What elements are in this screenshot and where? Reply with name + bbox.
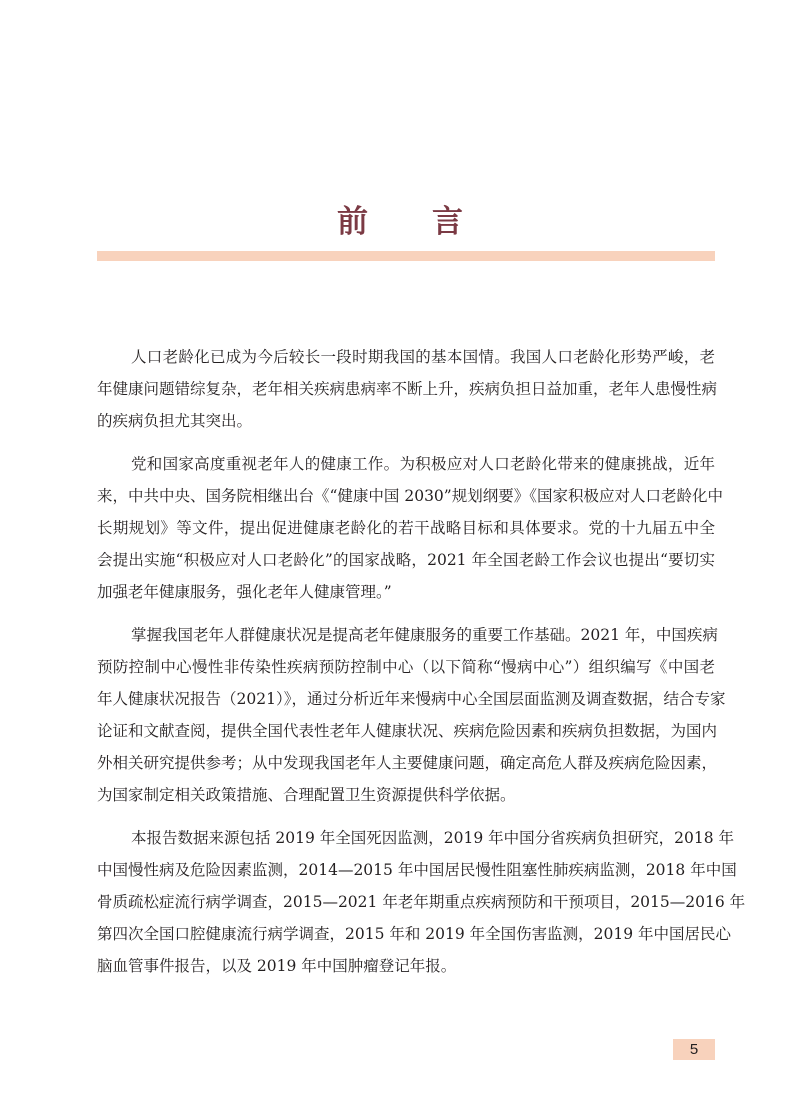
text-line: 预防控制中心慢性非传染性疾病预防控制中心（以下简称“慢病中心”）组织编写《中国老 [97, 658, 715, 676]
text-line: 脑血管事件报告，以及 2019 年中国肿瘤登记年报。 [97, 957, 457, 975]
page-title-char-2: 言 [432, 204, 463, 240]
paragraph-3 [97, 619, 726, 811]
title-underline-bar [97, 251, 715, 261]
text-line: 的疾病负担尤其突出。 [97, 412, 253, 430]
text-line: 本报告数据来源包括 2019 年全国死因监测，2019 年中国分省疾病负担研究，2018 年 [131, 829, 735, 847]
page-title-char-1: 前 [337, 204, 368, 240]
text-line: 来，中共中央、国务院相继出台《“健康中国 2030”规划纲要》《国家积极应对人口老龄化中 [97, 487, 723, 505]
text-line: 骨质疏松症流行病学调查，2015—2021 年老年期重点疾病预防和干预项目，2015—2016 年 [97, 893, 746, 911]
text-line: 为国家制定相关政策措施、合理配置卫生资源提供科学依据。 [97, 786, 516, 804]
text-line: 中国慢性病及危险因素监测，2014—2015 年中国居民慢性阻塞性肺疾病监测，2018 年中国 [97, 861, 737, 879]
text-line: 长期规划》等文件，提出促进健康老龄化的若干战略目标和具体要求。党的十九届五中全 [97, 519, 715, 537]
text-line: 年健康问题错综复杂，老年相关疾病患病率不断上升，疾病负担日益加重，老年人患慢性病 [97, 380, 718, 398]
paragraph-2 [97, 448, 723, 608]
preface-body [97, 341, 746, 993]
text-line: 掌握我国老年人群健康状况是提高老年健康服务的重要工作基础。2021 年，中国疾病 [131, 626, 718, 644]
text-line: 第四次全国口腔健康流行病学调查，2015 年和 2019 年全国伤害监测，2019 年中国居民心 [97, 925, 732, 943]
text-line: 党和国家高度重视老年人的健康工作。为积极应对人口老龄化带来的健康挑战，近年 [131, 455, 715, 473]
paragraph-4 [97, 822, 746, 982]
text-line: 外相关研究提供参考；从中发现我国老年人主要健康问题，确定高危人群及疾病危险因素， [97, 754, 718, 772]
text-line: 会提出实施“积极应对人口老龄化”的国家战略，2021 年全国老龄工作会议也提出“要切实 [97, 551, 715, 569]
text-line: 年人健康状况报告（2021）》，通过分析近年来慢病中心全国层面监测及调查数据，结合专家 [97, 690, 726, 708]
page-number: 5 [673, 1039, 715, 1060]
paragraph-1 [97, 341, 718, 437]
page-title [0, 196, 800, 241]
text-line: 论证和文献查阅，提供全国代表性老年人健康状况、疾病危险因素和疾病负担数据，为国内 [97, 722, 718, 740]
text-line: 人口老龄化已成为今后较长一段时期我国的基本国情。我国人口老龄化形势严峻，老 [131, 348, 715, 366]
text-line: 加强老年健康服务，强化老年人健康管理。” [97, 583, 392, 601]
